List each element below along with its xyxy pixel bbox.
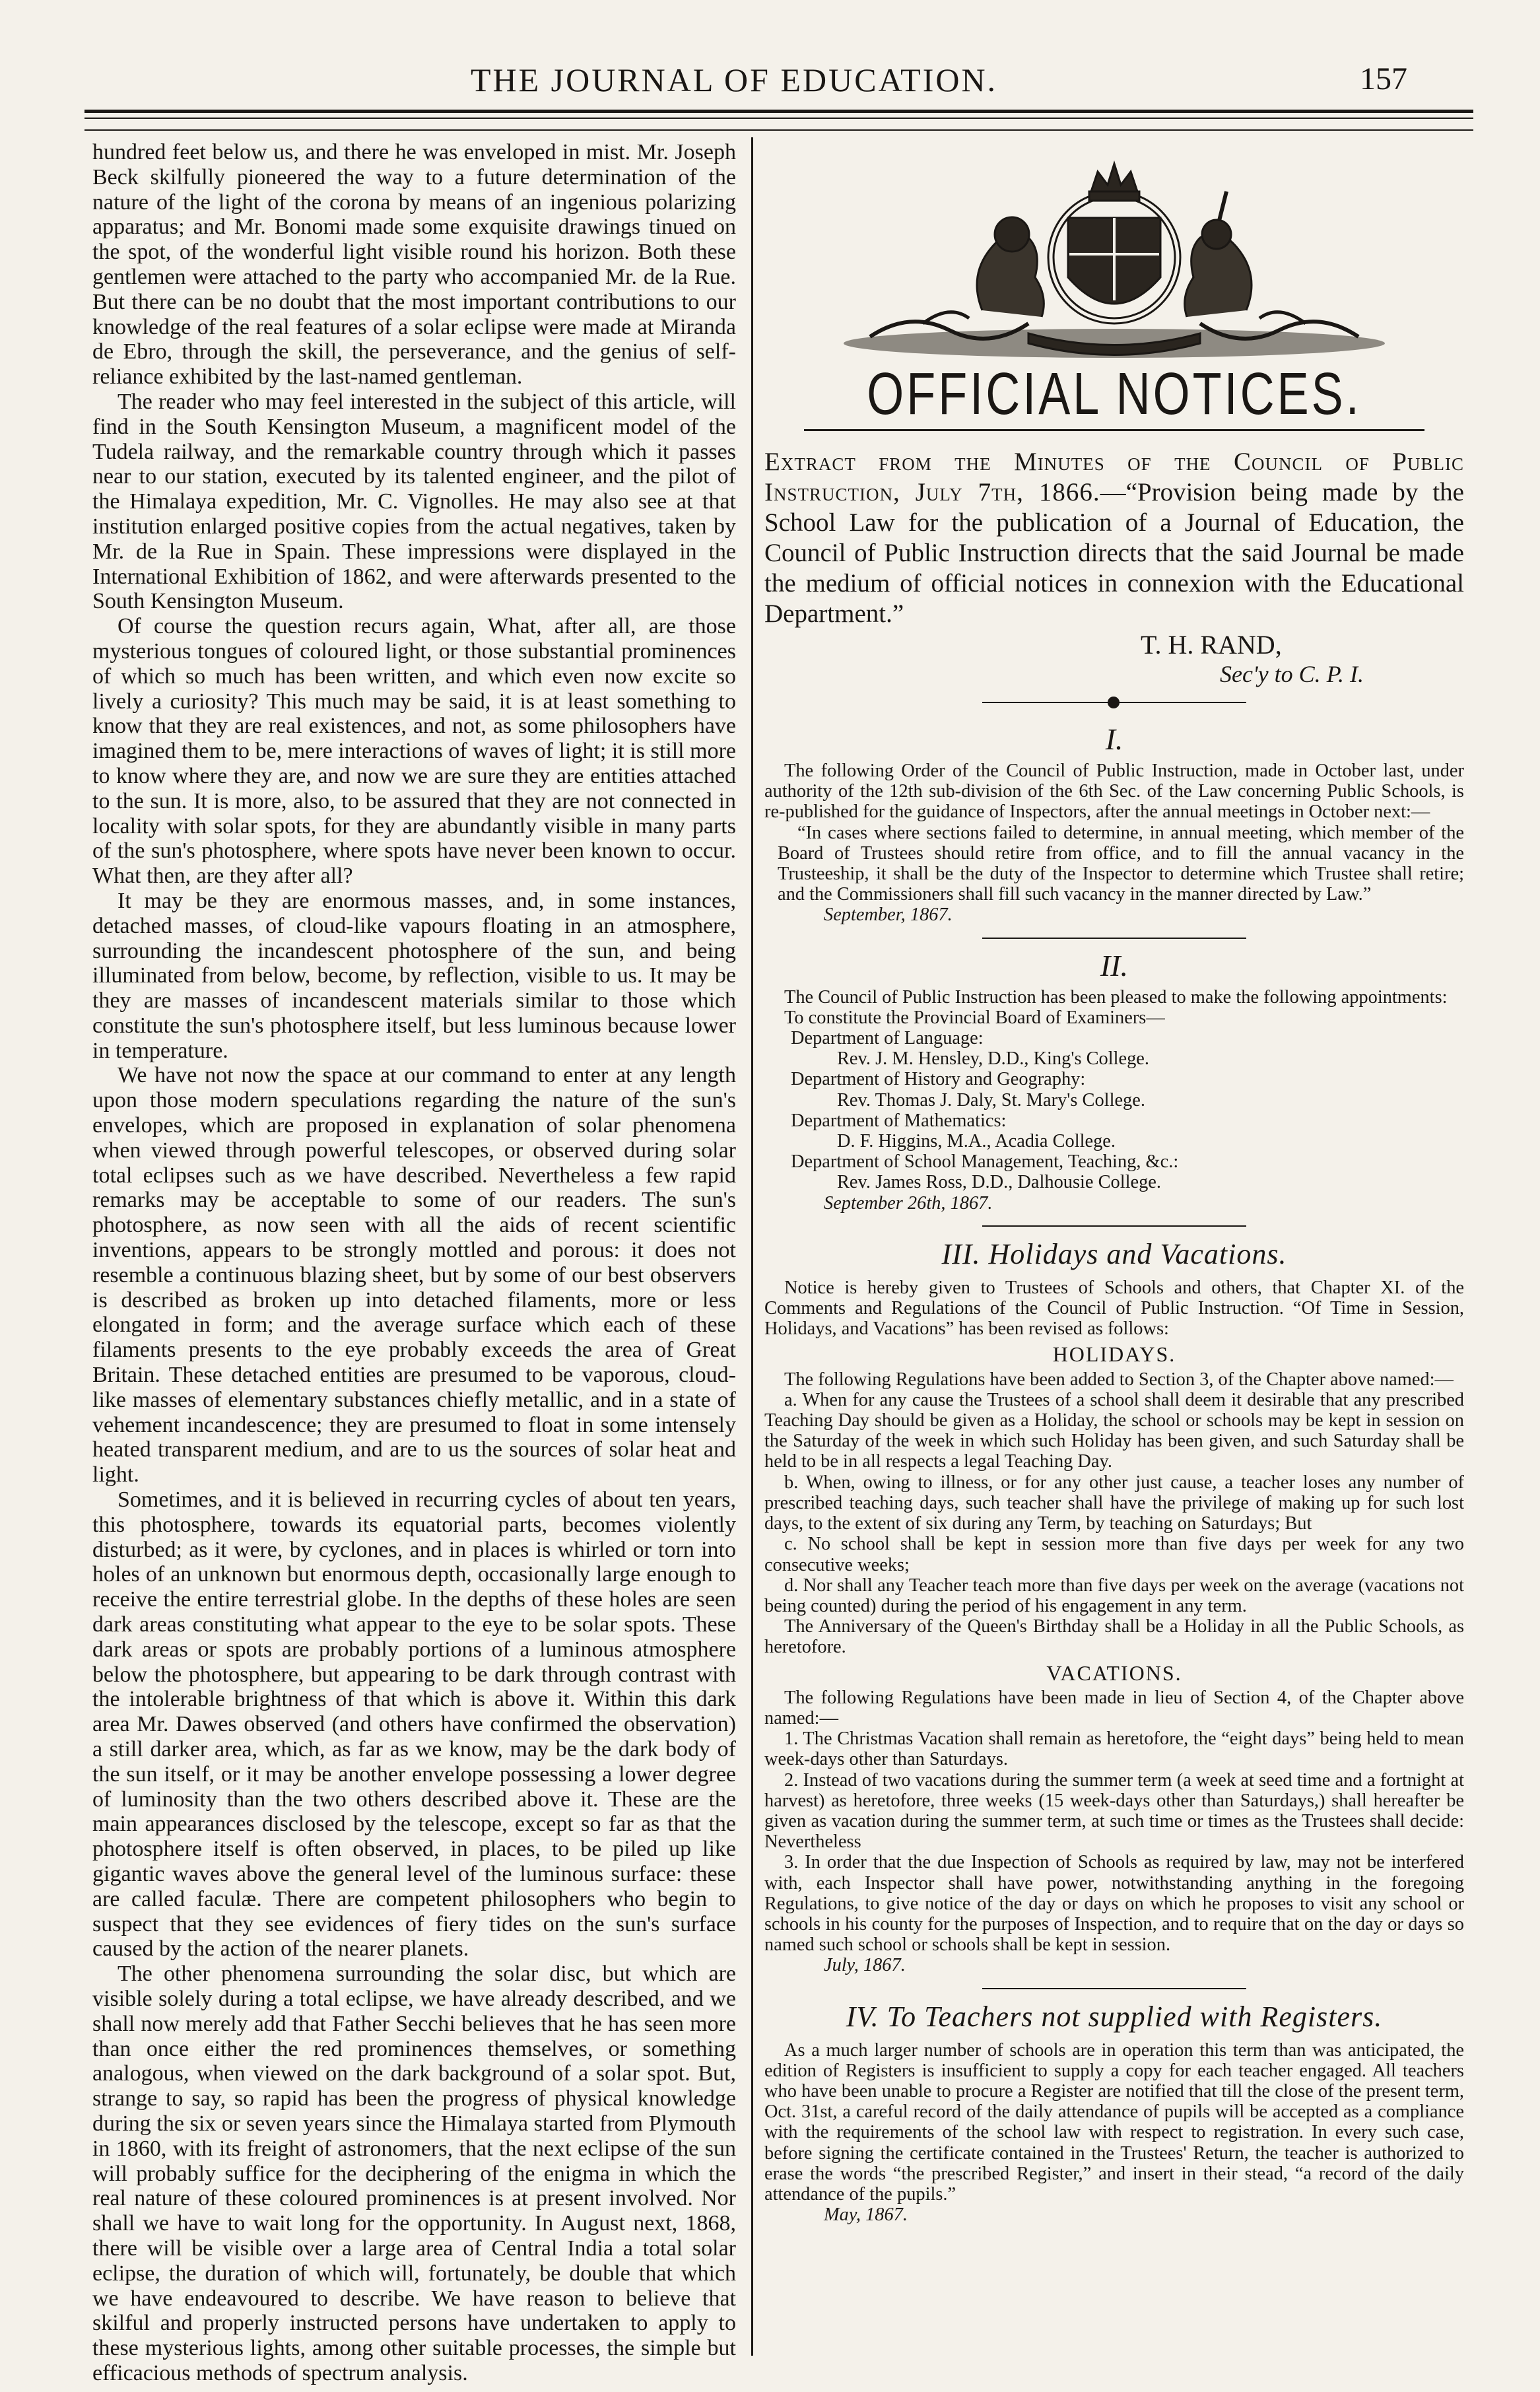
vacations-item: 3. In order that the due Inspection of Schools as required by law, may not be interfered with, each Inspector shall have power, notwithstanding anything in the foregoing Regulations, to give notice of the day or days on which he proposes to visit any school or schools in his county for the purposes of Inspection, and to require that on the day or days so named such school or schools shall be kept in session. xyxy=(764,1852,1464,1956)
appointment-department: Department of School Management, Teaching, &c.: xyxy=(791,1151,1179,1173)
section-1-date: September, 1867. xyxy=(824,905,953,926)
appointment-name: D. F. Higgins, M.A., Acadia College. xyxy=(837,1131,1116,1152)
ornament-dot-icon xyxy=(1108,697,1120,708)
header-rule xyxy=(84,129,1473,131)
article-paragraph: It may be they are enormous masses, and, in some instances, detached masses, of cloud-like vapours floating in an atmosphere, surrounding the incandescent photosphere of the sun, and being illuminated from below, become, by reflection, visible to us. It may be they are masses of incandescent materials similar to those which constitute the sun's photosphere itself, but less luminous because lower in temperature. xyxy=(92,888,736,1063)
section-2-intro: The Council of Public Instruction has been pleased to make the following appointments: xyxy=(784,986,1448,1008)
signature-name: T. H. RAND, xyxy=(1141,630,1282,660)
section-rule xyxy=(982,1988,1246,1989)
section-4-body xyxy=(764,2040,1464,2226)
section-2-body xyxy=(764,987,1464,1213)
header-rule xyxy=(84,118,1473,119)
section-rule xyxy=(804,429,1424,431)
section-3-heading: III. Holidays and Vacations. xyxy=(941,1237,1287,1270)
council-extract xyxy=(764,447,1464,629)
vacations-item: 1. The Christmas Vacation shall remain as heretofore, the “eight days” being held to mean week-days other than Saturdays. xyxy=(764,1728,1464,1770)
article-paragraph: The reader who may feel interested in the subject of this article, will find in the South Kensington Museum, a magnificent model of the Tudela railway, and the remarkable country through which it passes near to our station, executed by its talented engineer, and the pilot of the Himalaya expedition, Mr. C. Vignolles. He may also see at that institution enlarged positive copies from the actual negatives, taken by Mr. de la Rue in Spain. These impressions were displayed in the International Exhibition of 1862, and were afterwards presented to the South Kensington Museum. xyxy=(92,389,736,614)
holidays-heading: HOLIDAYS. xyxy=(1052,1342,1176,1367)
left-column xyxy=(92,140,736,2386)
section-4-heading: IV. To Teachers not supplied with Registers. xyxy=(846,2000,1383,2033)
signature xyxy=(764,631,1464,689)
extract-body: —“Provision being made by the School Law for the publication of a Journal of Education, the Council of Public Instruction directs that the said Journal be made the medium of official notices in connexion with the Educational Department.” xyxy=(764,478,1464,628)
page-number: 157 xyxy=(1360,61,1407,96)
article-paragraph: hundred feet below us, and there he was enveloped in mist. Mr. Joseph Beck skilfully pioneered the way to a future determination of the nature of the light of the corona by means of an ingenious polarizing apparatus; and Mr. Bonomi made some exquisite drawings tinued on the spot, of the wonderful light visible round his horizon. Both these gentlemen were attached to the party who accompanied Mr. de la Rue. But there can be no doubt that the most important contributions to our knowledge of the real features of a solar eclipse were made at Miranda de Ebro, through the skill, the perseverance, and the genius of self-reliance exhibited by the last-named gentleman. xyxy=(92,140,736,390)
article-paragraph: Of course the question recurs again, What, after all, are those mysterious tongues of coloured light, or those substantial prominences of which so much has been written, and which even now excite so lively a curiosity? This much may be said, it is at least something to know that they are real existences, and not, as some philosophers have imagined them to be, mere interactions of waves of light; it is still more to know where they are, and now we are sure they are entities attached to the sun. It is more, also, to be assured that they are not connected in locality with solar spots, for they are abundantly visible in many parts of the sun's photosphere, where spots have never been known to occur. What then, are they after all? xyxy=(92,614,736,889)
article-paragraph: The other phenomena surrounding the solar disc, but which are visible solely during a total eclipse, we have already described, and we shall now merely add that Father Secchi believes that he has seen more than once either the red prominences themselves, or something analogous, when viewed on the dark background of a solar spot. But, strange to say, so rapid has been the progress of physical knowledge during the six or seven years since the Himalaya started from Plymouth in 1860, with its freight of astronomers, that the next eclipse of the sun will probably suffice for the deciphering of the enigma in which the real nature of these coloured prominences is at present involved. Nor shall we have to wait long for the opportunity. In August next, 1868, there will be visible over a large area of Central India a total solar eclipse, the duration of which will, fortunately, be double that which we have endeavoured to describe. We have reason to believe that skilful and properly instructed persons have undertaken to apply to these mysterious lights, among other suitable processes, the simple but efficacious methods of spectrum analysis. xyxy=(92,1962,736,2385)
section-3-notice: Notice is hereby given to Trustees of Schools and others, that Chapter XI. of the Comments and Regulations of the Council of Public Instruction. “Of Time in Session, Holidays, and Vacations” has been revised as follows: xyxy=(764,1277,1464,1340)
appointment-name: Rev. J. M. Hensley, D.D., King's College. xyxy=(837,1048,1149,1070)
royal-coat-of-arms-icon xyxy=(830,145,1398,363)
official-notices-title: OFFICIAL NOTICES. xyxy=(867,361,1362,427)
section-numeral: I. xyxy=(1105,722,1123,756)
signature-role: Sec'y to C. P. I. xyxy=(1220,661,1364,687)
holidays-intro: The following Regulations have been added to Section 3, of the Chapter above named:— xyxy=(784,1369,1454,1390)
section-numeral: II. xyxy=(1100,948,1129,982)
holidays-item: d. Nor shall any Teacher teach more than five days per week on the average (vacations not being counted) during the period of his engagement in any term. xyxy=(764,1575,1464,1616)
section-rule xyxy=(982,938,1246,939)
vacations-heading: VACATIONS. xyxy=(1046,1660,1182,1685)
holidays-item: The Anniversary of the Queen's Birthday shall be a Holiday in all the Public Schools, as heretofore. xyxy=(764,1616,1464,1658)
holidays-item: b. When, owing to illness, or for any other just cause, a teacher loses any number of prescribed teaching days, such teacher shall have the privilege of making up for such lost days, to the extent of six during any Term, by teaching on Saturdays; But xyxy=(764,1472,1464,1534)
holidays-item: c. No school shall be kept in session more than five days per week for any two consecutive weeks; xyxy=(764,1534,1464,1575)
section-3-body xyxy=(764,1278,1464,1976)
section-1-intro: The following Order of the Council of Public Instruction, made in October last, under authority of the 12th sub-division of the 6th Sec. of the Law concerning Public Schools, is re-published for the guidance of Inspectors, after the annual meetings in October next:— xyxy=(764,761,1464,823)
section-3-date: July, 1867. xyxy=(824,1955,906,1976)
appointment-name: Rev. James Ross, D.D., Dalhousie College. xyxy=(837,1172,1161,1193)
appointment-name: Rev. Thomas J. Daly, St. Mary's College. xyxy=(837,1089,1145,1111)
section-2-date: September 26th, 1867. xyxy=(824,1192,993,1213)
section-1-quote: “In cases where sections failed to determine, in annual meeting, which member of the Board of Trustees should retire from office, and to fill the annual vacancy in the Trusteeship, it shall be the duty of the Inspector to determine which Trustee shall retire; and the Commissioners shall fill such vacancy in the manner directed by Law.” xyxy=(778,822,1464,905)
ornament-rule xyxy=(764,693,1464,712)
section-4-date: May, 1867. xyxy=(824,2204,908,2226)
header-rule xyxy=(84,110,1473,113)
right-column xyxy=(764,140,1464,2225)
column-divider xyxy=(751,137,753,2356)
article-paragraph: Sometimes, and it is believed in recurring cycles of about ten years, this photosphere, towards its equatorial parts, becomes violently disturbed; as it were, by cyclones, and in places is whirled or torn into holes of an unknown but enormous depth, occasionally large enough to receive the entire terrestrial globe. In the depths of these holes are seen dark areas constituting what appear to the eye to be solar spots. These dark areas or spots are probably portions of a luminous atmosphere below the photosphere, but appearing to be dark through contrast with the intolerable brightness of that which is above it. Within this dark area Mr. Dawes observed (and others have confirmed the observation) a still darker area, which, as far as we know, may be the dark body of the sun itself, or it may be another envelope possessing a lower degree of luminosity than the two others described above it. These are the main appearances disclosed by the telescope, except so far as that the photosphere itself is often observed, in places, to be piled up like gigantic waves above the general level of the luminous surface: these are called faculæ. There are competent philosophers who begin to suspect that they see evidences of fiery tides on the sun's surface caused by the action of the nearer planets. xyxy=(92,1487,736,1962)
appointment-department: Department of Mathematics: xyxy=(791,1110,1007,1131)
vacations-item: 2. Instead of two vacations during the summer term (a week at seed time and a fortnight at harvest) as heretofore, three weeks (15 week-days other than Saturdays,) shall hereafter be given as vacation during the summer term, at such time or times as the Trustees shall decide: Nevertheless xyxy=(764,1769,1464,1853)
section-2-constitute: To constitute the Provincial Board of Examiners— xyxy=(784,1007,1165,1028)
article-paragraph: We have not now the space at our command to enter at any length upon those modern speculations regarding the nature of the sun's envelopes, which are proposed in explanation of solar phenomena when viewed through powerful telescopes, or observed during solar total eclipses such as we have described. Nevertheless a few rapid remarks may be acceptable to some of our readers. The sun's photosphere, as now seen with all the aids of recent scientific inventions, appears to be strongly mottled and porous: it does not resemble a continuous blazing sheet, but by some of our best observers is described as broken up into detached filaments, more or less elongated in form; and the average surface which each of these filaments presents to the eye probably exceeds the area of Great Britain. These detached entities are presumed to be vaporous, cloud-like masses of elementary substances chiefly metallic, and in a state of vehement incandescence; they are presumed to float in some intensely heated transparent medium, and are to us the sources of solar heat and light. xyxy=(92,1063,736,1487)
section-4-text: As a much larger number of schools are in operation this term than was anticipated, the edition of Registers is insufficient to supply a copy for each teacher engaged. All teachers who have been unable to procure a Register are notified that till the close of the present term, Oct. 31st, a careful record of the daily attendance of pupils will be accepted as a compliance with the requirements of the school law with respect to registration. In every such case, before signing the certificate contained in the Trustees' Return, the teacher is authorized to erase the words “the prescribed Register,” and insert in their stead, “a record of the daily attendance of the pupils.” xyxy=(764,2039,1464,2204)
holidays-item: a. When for any cause the Trustees of a school shall deem it desirable that any prescribed Teaching Day should be given as a Holiday, the school or schools may be kept in session on the Saturday of the week in which such Holiday has been given, and such Saturday shall be held to be in all respects a legal Teaching Day. xyxy=(764,1389,1464,1472)
appointment-department: Department of History and Geography: xyxy=(791,1069,1086,1090)
running-title: THE JOURNAL OF EDUCATION. xyxy=(470,61,998,98)
appointment-department: Department of Language: xyxy=(791,1028,984,1049)
section-1-body xyxy=(764,761,1464,926)
section-rule xyxy=(982,1225,1246,1227)
vacations-intro: The following Regulations have been made in lieu of Section 4, of the Chapter above named:— xyxy=(764,1687,1464,1728)
extract-lead: Extract from the Minutes of the Council of Public Instruction, July 7th, 1866. xyxy=(764,448,1464,506)
